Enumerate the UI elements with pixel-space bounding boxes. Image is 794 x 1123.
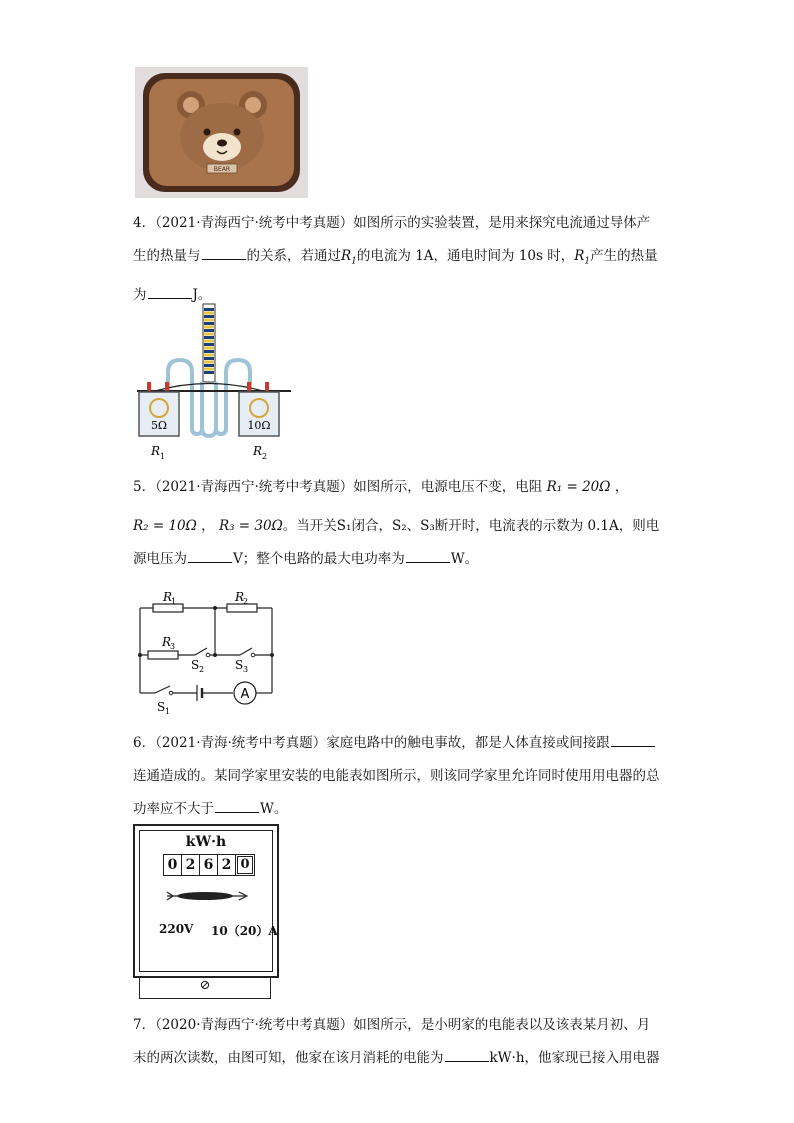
joule-heating-apparatus-figure xyxy=(135,300,295,465)
q4-r1-b: $R_1$ xyxy=(574,248,591,267)
meter-base xyxy=(139,976,271,999)
ammeter-label: A xyxy=(240,687,250,702)
q6-source: （2021·青海·统考中考真题） xyxy=(155,735,327,751)
q4-text-1: 如图所示的实验装置，是用来探究电流通过导体产生的热量与 xyxy=(133,215,651,264)
svg-text:1: 1 xyxy=(160,452,166,461)
q7-source: （2020·青海西宁·统考中考真题） xyxy=(155,1017,354,1033)
meter-voltage: 220V xyxy=(159,922,194,936)
q7-text-2: kW·h，他家现已接入用电器 xyxy=(489,1050,660,1066)
right-resistor-label: 10Ω xyxy=(247,419,271,432)
q5-r3-equation: R₃ = 30Ω xyxy=(218,518,283,534)
meter-digits xyxy=(163,854,255,876)
q7-text-1: 如图所示，是小明家的电能表以及该表某月初、月末的两次读数，由图可知，他家在该月消耗的电能为 xyxy=(133,1017,651,1066)
q6-text-3: W。 xyxy=(260,801,288,817)
meter-digit: 2 xyxy=(182,855,200,875)
circuit-r3-label: R xyxy=(162,635,172,649)
svg-text:1: 1 xyxy=(165,707,171,716)
svg-text:3: 3 xyxy=(170,642,176,651)
question-6 xyxy=(133,727,663,826)
q6-text-1: 家庭电路中的触电事故，都是人体直接或间接跟 xyxy=(326,735,610,751)
meter-digit: 2 xyxy=(218,855,236,875)
q6-blank-2[interactable] xyxy=(215,798,259,813)
q6-blank-1[interactable] xyxy=(611,732,655,747)
q7-blank-1[interactable] xyxy=(445,1047,489,1062)
meter-digit: 6 xyxy=(200,855,218,875)
q5-text-2: 。当开关S₁闭合，S₂、S₃断开时，电流表的示数为 0.1A，则电源电压为 xyxy=(133,518,660,567)
q5-text-1: 如图所示，电源电压不变，电阻 xyxy=(353,479,543,495)
r1-label: R xyxy=(151,444,161,458)
svg-text:3: 3 xyxy=(243,665,249,674)
svg-text:2: 2 xyxy=(262,452,268,461)
q4-text-3: 的电流为 1A，通电时间为 10s 时， xyxy=(356,248,575,264)
q7-number: 7． xyxy=(133,1017,156,1033)
r2-label: R xyxy=(253,444,263,458)
q4-text-5: J。 xyxy=(192,286,212,303)
circuit-s3-label: S xyxy=(235,658,244,672)
meter-digit-decimal: 0 xyxy=(237,856,253,874)
left-resistor-label: 5Ω xyxy=(150,419,168,432)
bear-badge-text: BEAR xyxy=(213,166,231,173)
q5-r2-equation: R₂ = 10Ω xyxy=(133,518,197,534)
question-5: 5．（2021·青海西宁·统考中考真题）如图所示，电源电压不变，电阻 R₁ = 20Ω ， R₂ = 10Ω ， R₃ = 30Ω。当开关S₁闭合，S₂、S₃断开时，电流表的示数为 0.1A，则电源电压为 V；整个电路的最大电功率为 W。 xyxy=(133,479,660,567)
svg-text:1: 1 xyxy=(171,597,177,606)
meter-unit: kW·h xyxy=(185,834,227,850)
q4-number: 4． xyxy=(133,215,156,231)
q4-blank-2[interactable] xyxy=(148,284,192,299)
electric-meter-figure xyxy=(133,824,279,1002)
screw-icon: ⊘ xyxy=(199,978,211,993)
q4-blank-1[interactable] xyxy=(202,245,246,260)
q5-text-3: V；整个电路的最大电功率为 xyxy=(233,551,405,567)
q4-text-4: 产生的热量为 xyxy=(133,248,658,303)
circuit-diagram-figure xyxy=(135,588,280,718)
meter-disc-icon xyxy=(165,888,249,904)
circuit-s2-label: S xyxy=(191,658,200,672)
q6-number: 6． xyxy=(133,735,156,751)
q5-r1-equation: R₁ = 20Ω xyxy=(546,479,611,495)
q5-number: 5． xyxy=(133,479,156,495)
svg-text:2: 2 xyxy=(199,665,205,674)
question-4 xyxy=(133,207,663,312)
q4-source: （2021·青海西宁·统考中考真题） xyxy=(155,215,354,231)
q4-r1-a: $R_1$ xyxy=(341,248,357,267)
q5-blank-1[interactable] xyxy=(188,548,232,563)
q6-text-2: 连通造成的。某同学家里安装的电能表如图所示，则该同学家里允许同时使用用电器的总功率应不大于 xyxy=(133,768,660,817)
bear-hand-warmer-image xyxy=(135,67,308,198)
question-7 xyxy=(133,1009,663,1075)
meter-current: 10（20）A xyxy=(211,924,278,938)
q5-blank-2[interactable] xyxy=(406,548,450,563)
meter-digit: 0 xyxy=(164,855,182,875)
circuit-r2-label: R xyxy=(235,590,245,604)
circuit-r1-label: R xyxy=(163,590,173,604)
q5-source: （2021·青海西宁·统考中考真题） xyxy=(155,479,354,495)
q4-text-2: 的关系，若通过 xyxy=(246,248,341,264)
q5-text-4: W。 xyxy=(450,551,479,567)
svg-text:2: 2 xyxy=(243,597,249,606)
circuit-s1-label: S xyxy=(157,700,166,714)
